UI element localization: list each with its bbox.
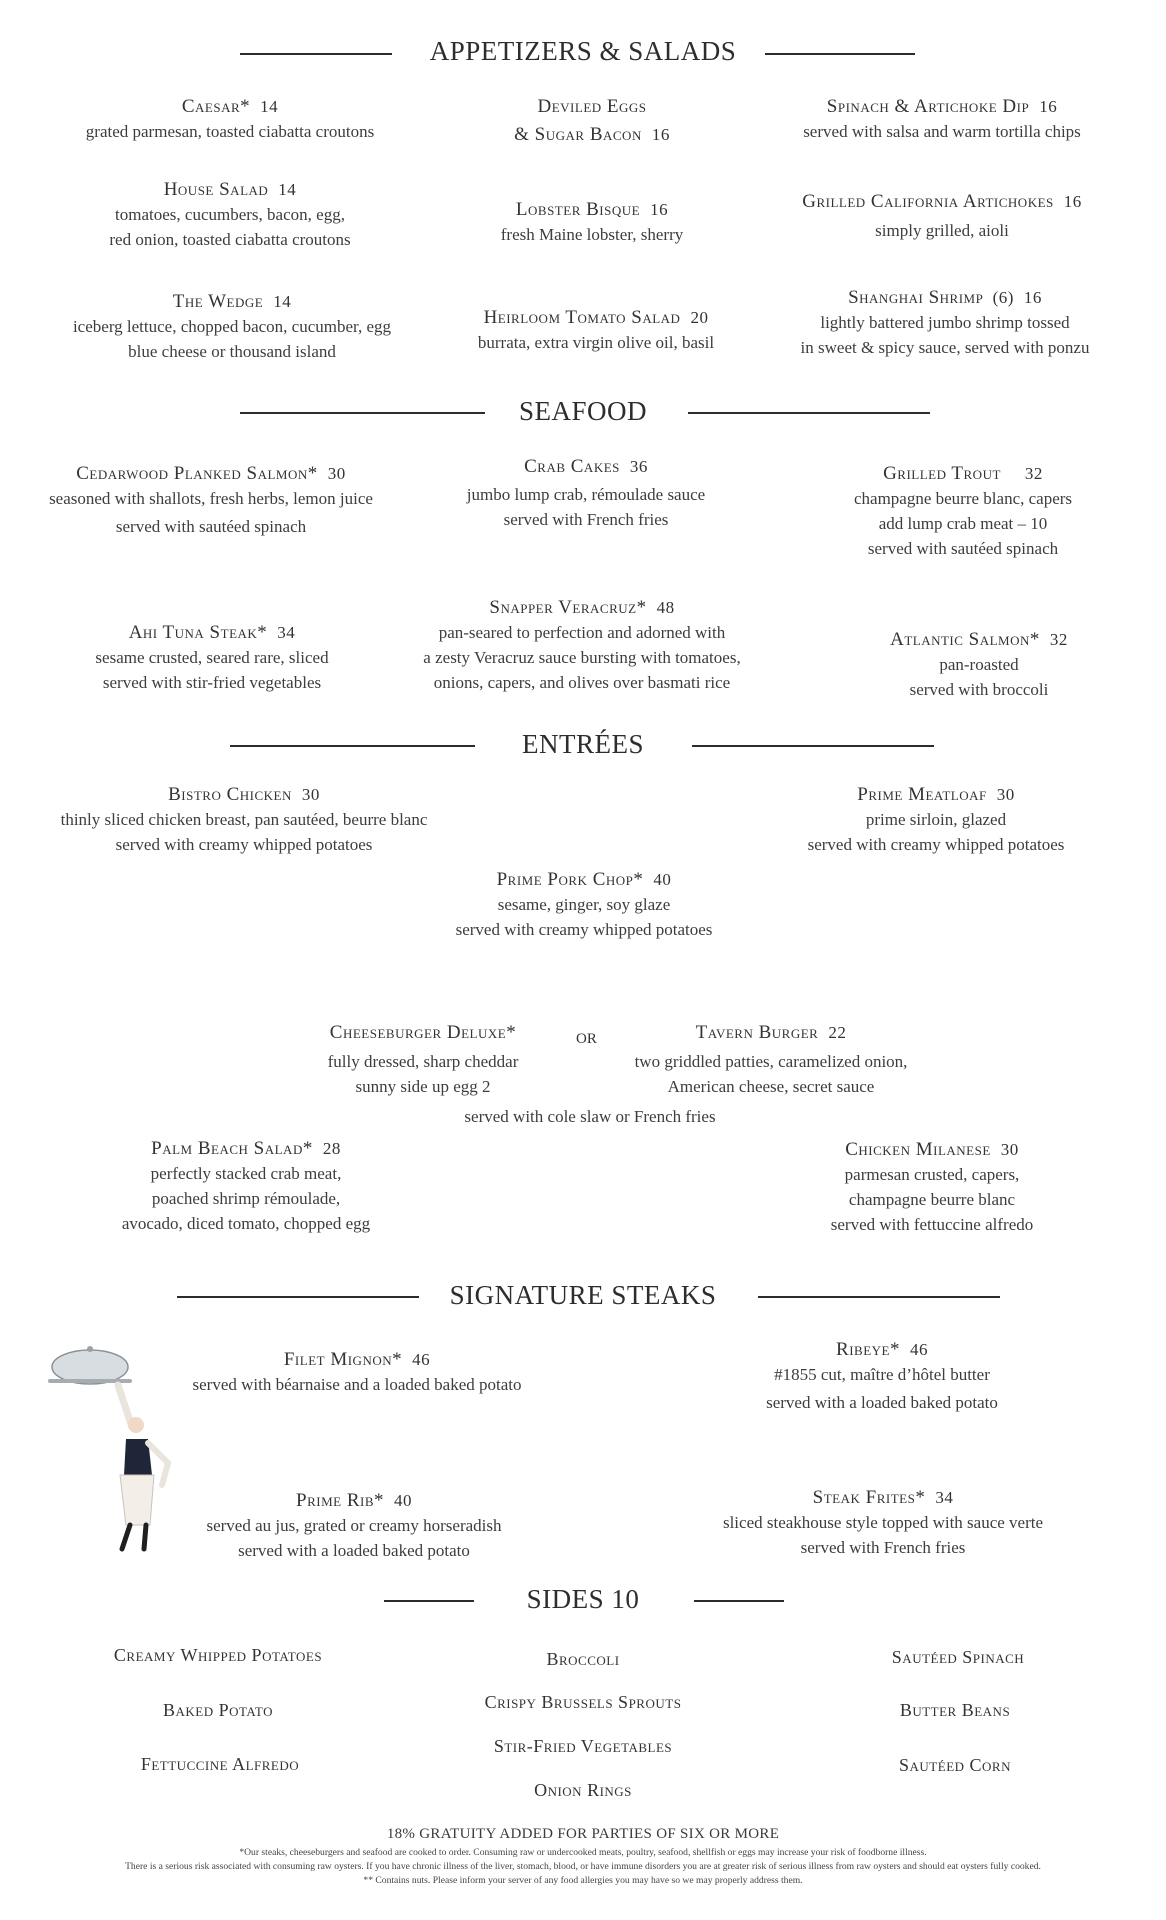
item-desc: two griddled patties, caramelized onion, (634, 1052, 908, 1071)
side-item: Stir-Fried Vegetables (493, 1736, 673, 1756)
menu-item-artichokes (802, 190, 1082, 243)
side-item: Sautéed Corn (899, 1755, 1011, 1775)
item-name: The Wedge (172, 291, 264, 312)
side-item: Baked Potato (163, 1700, 273, 1720)
item-desc: add lump crab meat – 10 (878, 514, 1048, 533)
item-price: 20 (690, 308, 709, 327)
item-name: Grilled California Artichokes (802, 191, 1054, 212)
oyster-notice: There is a serious risk associated with consuming raw oysters. If you have chronic illness of the liver, stomach, blood, or have immune disorders you are at greater risk of serious illness from raw oysters and should eat oysters fully cooked. (125, 1861, 1041, 1872)
item-desc: champagne beurre blanc (848, 1190, 1016, 1209)
item-price: 30 (301, 785, 320, 804)
item-price: 30 (327, 464, 346, 483)
menu-item-shanghai-shrimp (801, 286, 1090, 360)
cloche-knob (87, 1346, 93, 1352)
item-price: 30 (1000, 1140, 1019, 1159)
item-name: Prime Pork Chop* (496, 869, 644, 890)
item-name: Ahi Tuna Steak* (128, 622, 268, 643)
item-desc: served with a loaded baked potato (238, 1541, 470, 1560)
item-desc: grated parmesan, toasted ciabatta croutons (85, 122, 375, 141)
item-desc: served with broccoli (909, 680, 1049, 699)
item-desc: lightly battered jumbo shrimp tossed (820, 313, 1070, 332)
menu-item-grilled-trout (854, 462, 1072, 561)
menu-item-house-salad (109, 178, 350, 252)
waiter-head (128, 1417, 144, 1433)
menu-item-prime-pork-chop (456, 868, 713, 942)
food-safety-notice: *Our steaks, cheeseburgers and seafood are cooked to order. Consuming raw or undercooked meats, poultry, seafood, shellfish or eggs may increase your risk of foodborne illness. (239, 1847, 927, 1858)
side-item: Onion Rings (534, 1780, 632, 1800)
menu-item-steak-frites (723, 1486, 1043, 1560)
item-price: 14 (260, 97, 279, 116)
item-name: Atlantic Salmon* (890, 629, 1040, 650)
item-desc: champagne beurre blanc, capers (853, 489, 1073, 508)
item-name: Prime Meatloaf (857, 784, 987, 805)
item-desc: served with stir-fried vegetables (102, 673, 322, 692)
item-desc: sliced steakhouse style topped with sauce verte (722, 1513, 1044, 1532)
menu-item-cedarwood-salmon (49, 462, 373, 539)
menu-item-bistro-chicken (61, 783, 428, 857)
item-desc: iceberg lettuce, chopped bacon, cucumber, egg (72, 317, 392, 336)
item-price: 34 (935, 1488, 954, 1507)
item-name: Grilled Trout (883, 463, 1001, 484)
item-desc: parmesan crusted, capers, (844, 1165, 1020, 1184)
item-desc: served with creamy whipped potatoes (115, 835, 373, 854)
item-desc: served with a loaded baked potato (766, 1393, 998, 1412)
item-desc: blue cheese or thousand island (128, 342, 336, 361)
item-desc: pan-roasted (939, 655, 1019, 674)
or-label: OR (576, 1031, 597, 1047)
item-desc: served with sautéed spinach (867, 539, 1059, 558)
item-desc: served with béarnaise and a loaded baked potato (192, 1375, 522, 1394)
waiter-illustration (40, 1335, 180, 1555)
item-desc: American cheese, secret sauce (667, 1077, 875, 1096)
item-desc: prime sirloin, glazed (865, 810, 1007, 829)
section-title: SIGNATURE STEAKS (430, 1280, 737, 1311)
item-desc: served with fettuccine alfredo (830, 1215, 1034, 1234)
section-title: SIDES 10 (507, 1584, 660, 1615)
item-price: 16 (1063, 192, 1082, 211)
item-name: Lobster Bisque (515, 199, 641, 220)
item-price: 16 (650, 200, 669, 219)
burger-side-note: served with cole slaw or French fries (464, 1107, 716, 1126)
item-name: Snapper Veracruz* (489, 597, 647, 618)
item-price: 36 (629, 457, 648, 476)
item-desc: served with sautéed spinach (115, 517, 307, 536)
menu-item-heirloom-tomato (478, 306, 714, 355)
menu-item-tavern-burger (635, 1021, 908, 1099)
side-item: Sautéed Spinach (891, 1647, 1025, 1667)
item-price: 22 (828, 1023, 847, 1042)
item-desc: pan-seared to perfection and adorned with (438, 623, 726, 642)
side-item: Butter Beans (899, 1700, 1011, 1720)
item-price: 28 (322, 1139, 341, 1158)
section-title: APPETIZERS & SALADS (410, 36, 757, 67)
menu-item-caesar (86, 95, 374, 144)
gratuity-notice: 18% GRATUITY ADDED FOR PARTIES OF SIX OR MORE (386, 1826, 780, 1842)
item-desc: poached shrimp rémoulade, (151, 1189, 341, 1208)
side-item: Crispy Brussels Sprouts (484, 1692, 682, 1712)
menu-item-prime-meatloaf (808, 783, 1065, 857)
item-price: 14 (273, 292, 292, 311)
item-desc: #1855 cut, maître d’hôtel butter (774, 1365, 990, 1384)
item-name: Crab Cakes (524, 456, 620, 477)
item-desc: served with French fries (800, 1538, 966, 1557)
item-desc: served with salsa and warm tortilla chips (803, 122, 1081, 141)
item-price: 40 (394, 1491, 412, 1510)
item-desc: sesame, ginger, soy glaze (497, 895, 671, 914)
item-price: 46 (412, 1350, 431, 1369)
item-desc: simply grilled, aioli (875, 221, 1009, 240)
item-desc: avocado, diced tomato, chopped egg (121, 1214, 371, 1233)
item-desc: perfectly stacked crab meat, (150, 1164, 342, 1183)
menu-item-spinach-dip (803, 95, 1081, 144)
item-desc: fresh Maine lobster, sherry (500, 225, 684, 244)
item-price: 40 (653, 870, 672, 889)
item-desc: jumbo lump crab, rémoulade sauce (466, 485, 706, 504)
section-steaks (0, 1280, 1166, 1311)
allergy-notice: ** Contains nuts. Please inform your server of any food allergies you may have so we may properly address them. (363, 1875, 803, 1886)
waiter-legs (122, 1525, 146, 1549)
item-name: Prime Rib* (296, 1490, 384, 1511)
menu-item-cheeseburger (328, 1021, 519, 1099)
item-desc: served with French fries (503, 510, 669, 529)
item-name: Filet Mignon* (283, 1349, 403, 1370)
section-title: SEAFOOD (499, 396, 667, 427)
menu-item-atlantic-salmon (890, 628, 1068, 702)
item-desc: onions, capers, and olives over basmati rice (433, 673, 731, 692)
side-item: Creamy Whipped Potatoes (113, 1645, 323, 1665)
item-name: Caesar* (181, 96, 251, 117)
item-price: 32 (1024, 464, 1043, 483)
item-desc: served with creamy whipped potatoes (455, 920, 713, 939)
item-name: Steak Frites* (812, 1487, 926, 1508)
item-name: Chicken Milanese (845, 1139, 991, 1160)
menu-item-deviled-eggs (514, 95, 670, 147)
item-name: Shanghai Shrimp (848, 287, 984, 308)
item-desc: served au jus, grated or creamy horseradish (206, 1516, 502, 1535)
section-entrees (0, 729, 1166, 760)
menu-item-palm-beach-salad (122, 1137, 370, 1236)
section-title: ENTRÉES (502, 729, 664, 760)
menu-item-lobster-bisque (501, 198, 683, 247)
item-price: 46 (909, 1340, 928, 1359)
item-desc: seasoned with shallots, fresh herbs, lemon juice (49, 489, 373, 508)
item-quantity: (6) (992, 288, 1014, 307)
item-name: Tavern Burger (695, 1022, 819, 1043)
item-name: House Salad (163, 179, 269, 200)
item-price: 34 (277, 623, 296, 642)
item-desc: burrata, extra virgin olive oil, basil (477, 333, 715, 352)
waiter-apron (120, 1475, 154, 1525)
item-price: 32 (1049, 630, 1068, 649)
item-desc: sunny side up egg 2 (355, 1077, 491, 1096)
item-price: 16 (651, 125, 670, 144)
side-item: Broccoli (546, 1649, 620, 1669)
item-name: Heirloom Tomato Salad (483, 307, 681, 328)
cloche-dome (52, 1350, 128, 1384)
item-name: Spinach & Artichoke Dip (826, 96, 1030, 117)
item-price: 14 (278, 180, 297, 199)
menu-item-filet-mignon (192, 1348, 521, 1397)
item-name: Deviled Eggs (537, 96, 647, 117)
item-desc: fully dressed, sharp cheddar (327, 1052, 519, 1071)
item-price: 30 (996, 785, 1015, 804)
menu-item-snapper-veracruz (423, 596, 740, 695)
item-desc: thinly sliced chicken breast, pan sautéed, beurre blanc (60, 810, 428, 829)
item-price: 16 (1039, 97, 1058, 116)
item-price: 16 (1023, 288, 1042, 307)
section-seafood (0, 396, 1166, 427)
item-desc: sesame crusted, seared rare, sliced (95, 648, 329, 667)
menu-item-ahi-tuna (95, 621, 328, 695)
item-desc: served with creamy whipped potatoes (807, 835, 1065, 854)
item-name: Palm Beach Salad* (151, 1138, 313, 1159)
item-name: & Sugar Bacon (514, 124, 642, 145)
item-price: 48 (656, 598, 675, 617)
side-item: Fettuccine Alfredo (140, 1754, 300, 1774)
item-desc: in sweet & spicy sauce, served with ponzu (800, 338, 1090, 357)
menu-item-chicken-milanese (831, 1138, 1034, 1237)
item-name: Cedarwood Planked Salmon* (76, 463, 318, 484)
item-desc: a zesty Veracruz sauce bursting with tomatoes, (423, 648, 741, 667)
menu-item-ribeye (766, 1338, 998, 1415)
section-sides (0, 1584, 1166, 1615)
menu-item-crab-cakes (467, 455, 705, 532)
item-desc: tomatoes, cucumbers, bacon, egg, (115, 205, 345, 224)
item-name: Cheeseburger Deluxe* (329, 1022, 517, 1043)
menu-item-wedge (73, 290, 391, 364)
item-name: Ribeye* (836, 1339, 900, 1360)
item-desc: red onion, toasted ciabatta croutons (109, 230, 351, 249)
section-appetizers (0, 36, 1166, 67)
item-name: Bistro Chicken (168, 784, 292, 805)
menu-item-prime-rib (206, 1489, 501, 1563)
